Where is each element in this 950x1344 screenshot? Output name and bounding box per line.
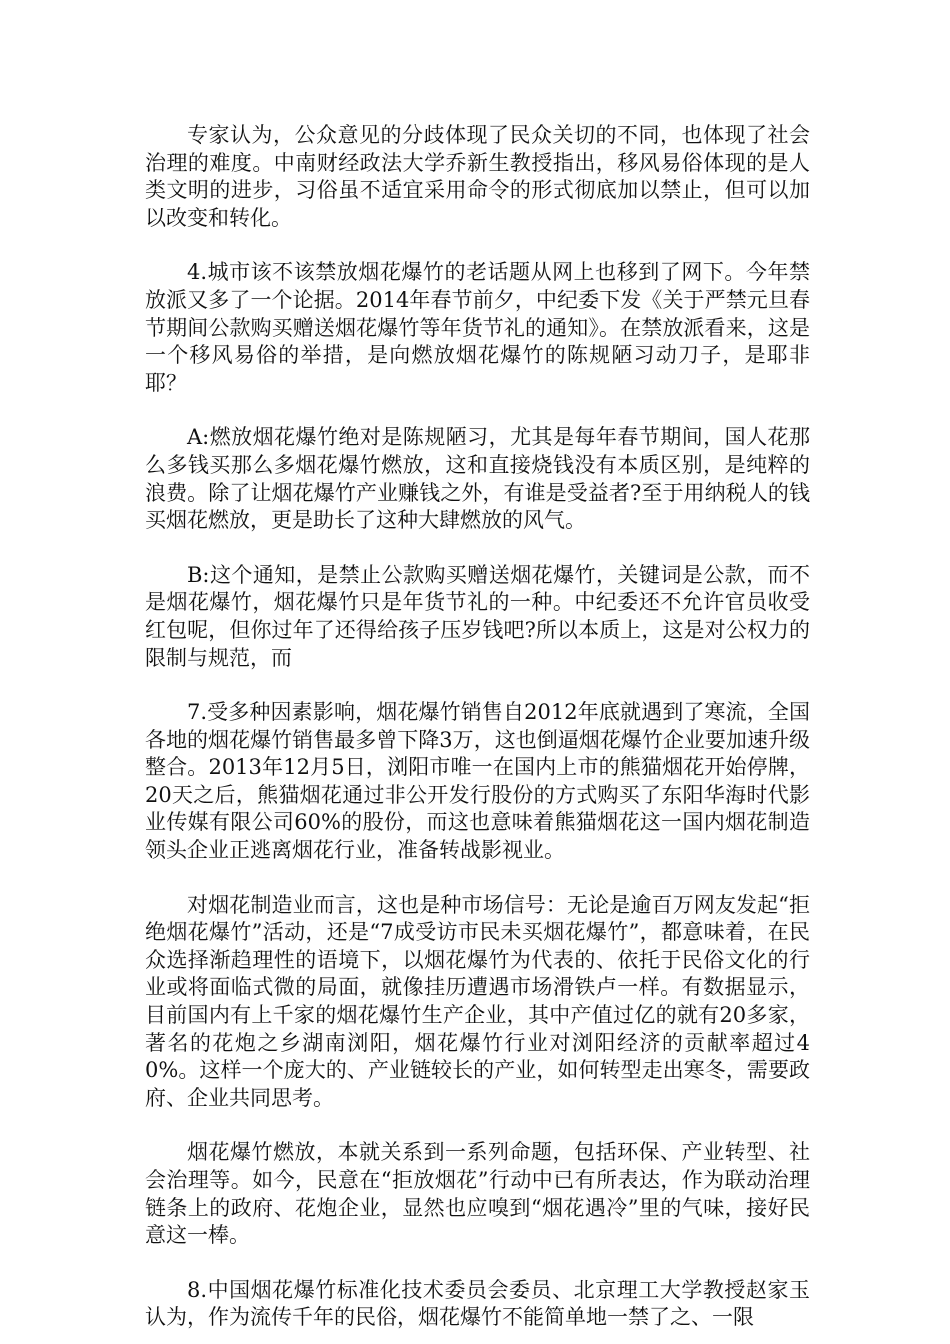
paragraph-gap: [145, 1112, 810, 1139]
paragraph-gap: [145, 232, 810, 259]
paragraph-item-8: 8.中国烟花爆竹标准化技术委员会委员、北京理工大学教授赵家玉认为，作为流传千年的民俗，烟花爆竹不能简单地一禁了之、一限: [145, 1277, 810, 1330]
paragraph-gap: [145, 1250, 810, 1277]
paragraph-question-4: 4.城市该不该禁放烟花爆竹的老话题从网上也移到了网下。今年禁放派又多了一个论据。2014年春节前夕，中纪委下发《关于严禁元旦春节期间公款购买赠送烟花爆竹等年货节礼的通知》。在禁放派看来，这是一个移风易俗的举措，是向燃放烟花爆竹的陈规陋习动刀子，是耶非耶？: [145, 260, 810, 395]
paragraph-item-7: 7.受多种因素影响，烟花爆竹销售自2012年底就遇到了寒流，全国各地的烟花爆竹销售最多曾下降3万，这也倒逼烟花爆竹企业要加速升级整合。2013年12月5日，浏阳市唯一在国内上市的熊猫烟花开始停牌，20天之后，熊猫烟花通过非公开发行股份的方式购买了东阳华海时代影业传媒有限公司60%的股份，而这也意味着熊猫烟花这一国内烟花制造领头企业正逃离烟花行业，准备转战影视业。: [145, 700, 810, 863]
paragraph-gap: [145, 672, 810, 699]
paragraph-market-signal: 对烟花制造业而言，这也是种市场信号：无论是逾百万网友发起“拒绝烟花爆竹”活动，还是“7成受访市民未买烟花爆竹”，都意味着，在民众选择渐趋理性的语境下，以烟花爆竹为代表的、依托于民俗文化的行业或将面临式微的局面，就像挂历遭遇市场滑铁卢一样。有数据显示，目前国内有上千家的烟花爆竹生产企业，其中产值过亿的就有20多家，著名的花炮之乡湖南浏阳，烟花爆竹行业对浏阳经济的贡献率超过40%。这样一个庞大的、产业链较长的产业，如何转型走出寒冬，需要政府、企业共同思考。: [145, 892, 810, 1110]
paragraph-expert-opinion: 专家认为，公众意见的分歧体现了民众关切的不同，也体现了社会治理的难度。中南财经政法大学乔新生教授指出，移风易俗体现的是人类文明的进步，习俗虽不适宜采用命令的形式彻底加以禁止，但可以加以改变和转化。: [145, 123, 810, 230]
paragraph-answer-b: B:这个通知，是禁止公款购买赠送烟花爆竹，关键词是公款，而不是烟花爆竹，烟花爆竹只是年货节礼的一种。中纪委还不允许官员收受红包呢，但你过年了还得给孩子压岁钱吧?所以本质上，这是对公权力的限制与规范，而: [145, 562, 810, 670]
paragraph-gap: [145, 397, 810, 424]
document-body: [145, 122, 810, 1332]
paragraph-fireworks-issues: 烟花爆竹燃放，本就关系到一系列命题，包括环保、产业转型、社会治理等。如今，民意在“拒放烟花”行动中已有所表达，作为联动治理链条上的政府、花炮企业，显然也应嗅到“烟花遇冷”里的气味，接好民意这一棒。: [145, 1140, 810, 1248]
paragraph-answer-a: A:燃放烟花爆竹绝对是陈规陋习，尤其是每年春节期间，国人花那么多钱买那么多烟花爆竹燃放，这和直接烧钱没有本质区别，是纯粹的浪费。除了让烟花爆竹产业赚钱之外，有谁是受益者?至于用纳税人的钱买烟花燃放，更是助长了这种大肆燃放的风气。: [145, 425, 810, 533]
paragraph-gap: [145, 865, 810, 892]
paragraph-gap: [145, 535, 810, 562]
